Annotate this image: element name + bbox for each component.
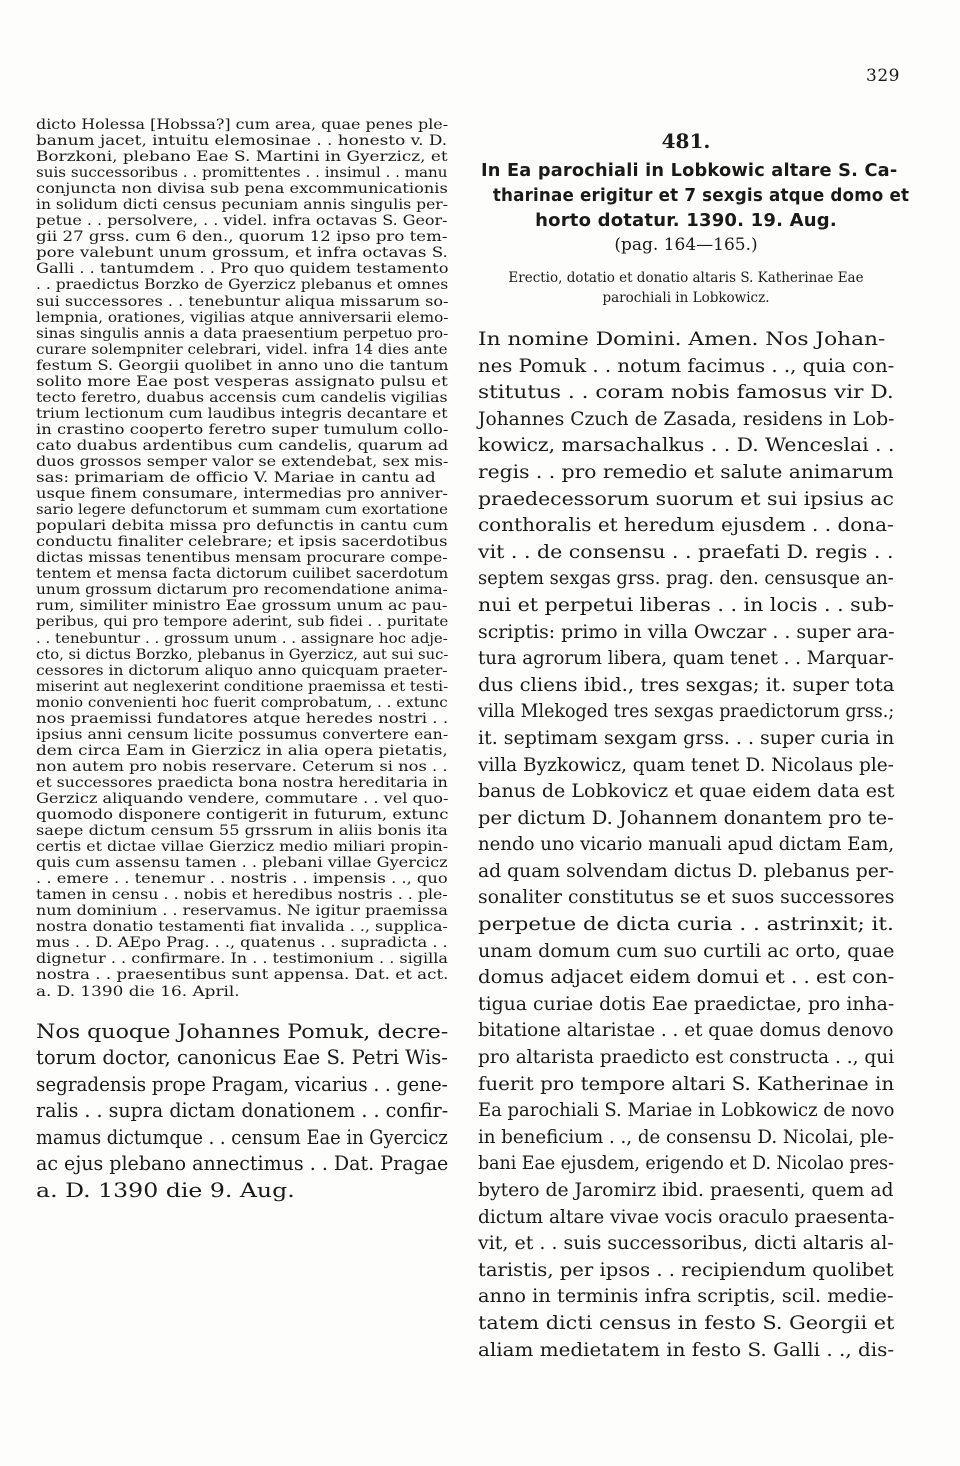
text-line: Johannes Czuch de Zasada, residens in Lob- [478, 408, 895, 430]
text-line: usque finem consumare, intermedias pro anniver- [36, 486, 448, 503]
text-line: conductu finaliter celebrare; et ipsis sacerdotibus [36, 534, 448, 551]
text-line: septem sexgas grss. prag. den. censusque an- [478, 568, 894, 590]
text-line: . . tenebuntur . . grossum unum . . assignare hoc adje- [36, 630, 448, 647]
text-line: mamus dictumque . . censum Eae in Gyercicz [36, 1124, 448, 1149]
text-line: nendo uno vicario manuali apud dictam Eam, [478, 834, 895, 856]
text-line: rum, similiter ministro Eae grossum unum ac pau- [36, 598, 448, 615]
right-column [478, 128, 910, 1364]
text-line: cato duabus ardentibus cum candelis, quarum ad [36, 437, 449, 454]
text-line: sinas singulis annis a data praesentium perpetuo pro- [36, 325, 449, 342]
text-line: banum jacet, intuitu elemosinae . . honesto v. D. [36, 133, 448, 150]
text-line: . . praedictus Borzko de Gyerzicz plebanus et omnes [36, 277, 449, 294]
text-line: ac ejus plebano annectimus . . Dat. Pragae [36, 1151, 449, 1176]
text-line: Galli . . tantumdem . . Pro quo quidem testamento [36, 261, 449, 278]
text-line: kowicz, marsachalkus . . D. Wenceslai . . [478, 435, 895, 457]
document-summary [478, 268, 894, 308]
text-line: solito more Eae post vesperas assignato pulsu et [36, 373, 448, 390]
text-line: nostra donatio testamenti fiat invalida . ., supplica- [36, 919, 448, 936]
text-line: in solidum dicti census pecuniam annis singulis per- [36, 197, 448, 214]
text-line: regis . . pro remedio et salute animarum [478, 461, 894, 483]
text-line: stitutus . . coram nobis famosus vir D. [478, 382, 894, 404]
left-column [36, 117, 448, 1203]
text-line: non autem pro nobis reservare. Ceterum si nos . . [36, 758, 448, 775]
text-line: saepe dictum censum 55 grssrum in aliis bonis ita [36, 823, 448, 840]
text-line: dicto Holessa [Hobssa?] cum area, quae penes ple- [36, 117, 449, 133]
text-line: vit, et . . suis successoribus, dicti altaris al- [478, 1233, 894, 1255]
text-line: praedecessorum suorum et sui ipsius ac [478, 488, 894, 510]
text-line: vit . . de consensu . . praefati D. regis . . [478, 541, 894, 563]
heading-line: horto dotatur. 1390. 19. Aug. [535, 210, 837, 231]
text-line: dus cliens ibid., tres sexgas; it. super tota [478, 674, 895, 696]
text-line: cessores in dictorum aliquo anno quicquam praeter- [36, 662, 448, 679]
text-line: ipsius anni censum licite possumus convertere ean- [36, 726, 449, 743]
text-line: Nos quoque Johannes Pomuk, decre- [36, 1018, 449, 1043]
text-line: sui successores . . tenebuntur aliqua missarum so- [36, 293, 449, 310]
text-line: perpetue de dicta curia . . astrinxit; it. [478, 914, 894, 936]
text-line: unam domum cum suo curtili ac orto, quae [478, 940, 895, 962]
page-number: 329 [866, 66, 900, 86]
text-line: nostra . . praesentibus sunt appensa. Dat. et act. [36, 967, 449, 984]
text-line: pro altarista praedicto est constructa . ., qui [478, 1047, 895, 1069]
text-line: tecto feretro, duabus accensis cum candelis vigilias [36, 389, 448, 406]
text-line: dictum altare vivae vocis oraculo praesenta- [478, 1206, 895, 1228]
text-line: domus adjacet eidem domui et . . est con- [478, 967, 895, 989]
text-line: tatem dicti census in festo S. Georgii et [478, 1312, 895, 1334]
text-line: sas: primariam de officio V. Mariae in cantu ad [36, 470, 436, 487]
text-line: bani Eae ejusdem, erigendo et D. Nicolao pres- [478, 1153, 894, 1175]
text-line: conthoralis et heredum ejusdem . . dona- [478, 515, 894, 537]
text-line: conjuncta non divisa sub pena excommunicationis [36, 181, 448, 198]
text-line: gii 27 grss. cum 6 den., quorum 12 ipso pro tem- [36, 229, 448, 246]
text-line: Ea parochiali S. Mariae in Lobkowicz de novo [478, 1100, 895, 1122]
text-line: in crastino cooperto feretro super tumulum collo- [36, 421, 449, 438]
text-line: it. septimam sexgam grss. . . super curia in [478, 727, 895, 749]
text-line: unum grossum dictarum pro recomendatione anima- [36, 582, 448, 599]
text-line: a. D. 1390 die 9. Aug. [36, 1177, 295, 1202]
text-line: quomodo disponere contigerit in futurum, extunc [36, 807, 449, 824]
text-line: mus . . D. AEpo Prag. . ., quatenus . . supradicta . . [36, 935, 448, 952]
text-line: nes Pomuk . . notum facimus . ., quia con- [478, 355, 895, 377]
heading-line: In Ea parochiali in Lobkowic altare S. Ca- [480, 160, 898, 181]
text-line: num dominium . . reservamus. Ne igitur praemissa [36, 903, 448, 920]
text-line: bytero de Jaromirz ibid. praesenti, quem ad [478, 1180, 894, 1201]
text-line: cto, si dictus Borzko, plebanus in Gyerzicz, aut sui suc- [36, 646, 449, 663]
text-line: certis et dictae villae Gierzicz medio miliari propin- [36, 839, 449, 856]
document-number: 481. [661, 129, 711, 153]
text-line: petue . . persolvere, . . videl. infra octavas S. Geor- [36, 213, 448, 230]
text-line: sario legere defunctorum et summam cum exortatione [36, 502, 448, 519]
text-line: dem circa Eam in Gierzicz in alia opera pietatis, [36, 742, 448, 759]
text-line: tigua curiae dotis Eae praedictae, pro inha- [478, 993, 895, 1015]
text-line: tura agrorum libera, quam tenet . . Marquar- [478, 648, 894, 670]
text-line: festum S. Georgii quolibet in anno uno die tantum [36, 357, 449, 374]
text-line: villa Mlekoged tres sexgas praedictorum grss.; [478, 701, 895, 723]
text-line: bitatione altaristae . . et quae domus denovo [478, 1020, 894, 1042]
heading-line: tharinae erigitur et 7 sexgis atque domo et [492, 185, 910, 206]
text-line: torum doctor, canonicus Eae S. Petri Wis- [36, 1045, 448, 1070]
pages-reference: (pag. 164—165.) [614, 235, 758, 255]
text-line: . . emere . . tenemur . . nostris . . impensis . ., quo [36, 871, 448, 888]
document-heading [478, 158, 910, 233]
summary-line: parochiali in Lobkowicz. [602, 290, 770, 306]
text-line: curare solempniter celebrari, videl. infra 14 dies ante [36, 341, 448, 358]
text-line: in beneficium . ., de consensu D. Nicolai, ple- [478, 1126, 895, 1148]
text-line: In nomine Domini. Amen. Nos Johan- [478, 329, 886, 350]
text-line: trium lectionum cum laudibus integris decantare et [36, 405, 448, 422]
text-line: peribus, qui pro tempore aderint, sub fidei . . puritate [36, 614, 449, 631]
text-line: miserint aut neglexerint conditione praemissa et testi- [36, 678, 449, 695]
text-line: suis successoribus . . promittentes . . insimul . . manu [36, 165, 448, 182]
text-line: aliam medietatem in festo S. Galli . ., dis- [478, 1339, 895, 1361]
text-line: taristis, per ipsos . . recipiendum quolibet [478, 1259, 894, 1281]
text-line: Gerzicz aliquando vendere, commutare . . vel quo- [36, 790, 449, 807]
text-line: sonaliter constitutus se et suos successores [478, 887, 895, 909]
text-line: ad quam solvendam dictus D. plebanus per- [478, 860, 895, 882]
text-line: villa Byzkowicz, quam tenet D. Nicolaus ple- [478, 754, 894, 776]
text-line: et successores praedicta bona nostra hereditaria in [36, 774, 448, 791]
text-line: tamen in censu . . nobis et heredibus nostris . . ple- [36, 887, 448, 904]
text-line: anno in terminis infra scriptis, scil. medie- [478, 1286, 894, 1308]
confirmation-paragraph [36, 1018, 448, 1204]
text-line: a. D. 1390 die 16. April. [36, 983, 240, 1000]
text-line: segradensis prope Pragam, vicarius . . gene- [36, 1071, 448, 1096]
text-line: monio convenienti hoc fuerit comprobatum, . . extunc [36, 694, 448, 711]
text-line: Borzkoni, plebano Eae S. Martini in Gyerzicz, et [36, 149, 448, 166]
text-line: dignetur . . confirmare. In . . testimonium . . sigilla [36, 951, 448, 968]
document-body [478, 327, 894, 1364]
text-line: pore valebunt unum grossum, et infra octavas S. [36, 245, 448, 262]
text-line: populari debita missa pro defunctis in cantu cum [36, 518, 449, 535]
text-line: tentem et mensa facta dictorum cuilibet sacerdotum [36, 566, 449, 583]
text-line: dictas missas tenentibus mensam procurare compe- [36, 550, 448, 567]
text-line: quis cum assensu tamen . . plebani villae Gyercicz [36, 855, 448, 872]
text-line: nos praemissi fundatores atque heredes nostri . . [36, 710, 449, 727]
text-line: nui et perpetui liberas . . in locis . . sub- [478, 594, 895, 616]
summary-line: Erectio, dotatio et donatio altaris S. Katherinae Eae [508, 270, 864, 286]
text-line: scriptis: primo in villa Owczar . . super ara- [478, 621, 895, 643]
text-line: per dictum D. Johannem donantem pro te- [478, 807, 894, 829]
text-line: ralis . . supra dictam donationem . . confir- [36, 1098, 449, 1123]
text-line: fuerit pro tempore altari S. Katherinae in [478, 1073, 895, 1095]
text-line: banus de Lobkovicz et quae eidem data est [478, 781, 895, 803]
text-line: lempnia, orationes, vigilias atque anniversarii elemo- [36, 309, 449, 326]
charter-paragraph [36, 117, 448, 1000]
text-line: duos grossos semper valor se extendebat, sex mis- [36, 453, 449, 470]
